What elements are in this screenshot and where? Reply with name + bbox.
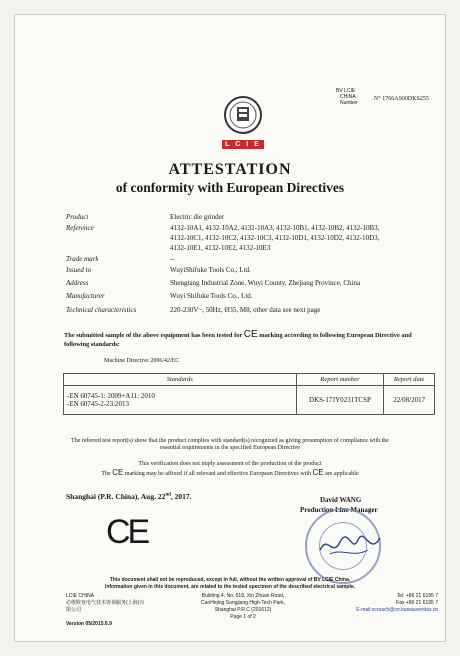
- signature-icon: [318, 528, 382, 564]
- compliance-note: The referred test report(s) show that the product complies with standard(s) recognized as giving presumption of compliance with the essential requirements in the specified European Directive: [71, 438, 389, 451]
- footer-version: Version 05/2015.6.9: [66, 621, 112, 627]
- trademark-value: --: [170, 255, 175, 263]
- footer-address: [178, 593, 308, 621]
- ce-mark-inline-icon: CE: [243, 329, 258, 340]
- technical-label: Technical characteristics: [66, 306, 137, 314]
- footer-disclaimer-1: This document shall not be reproduced, except in full, without the written approval of BV LCIE China.: [109, 577, 351, 583]
- footer-tel: Tel. +86 21 6195 7: [396, 593, 438, 599]
- ce-note-post: are applicable: [325, 471, 359, 477]
- footer-contact: [344, 593, 438, 614]
- statement-part2: marking according to following European Directive and following standards:: [64, 332, 412, 348]
- footer-company-cn-2: 限公司: [66, 607, 82, 613]
- header-report-number: Report number: [296, 374, 384, 386]
- address-label: Address: [66, 279, 89, 287]
- org-line2: CHINA: [340, 94, 356, 100]
- issued-label: Issued to: [66, 266, 92, 274]
- footer-address-line2: CaoHejing Songjiang High-Tech Park,: [201, 600, 285, 606]
- ce-mark-icon: CE: [106, 513, 148, 551]
- product-label: Product: [66, 213, 89, 221]
- footer-company-name: LCIE CHINA: [66, 593, 95, 599]
- page-subtitle: of conformity with European Directives: [115, 180, 345, 195]
- table-row: [64, 386, 435, 415]
- footer-email: E-mail:ccreach@cn.bureauveritas.co: [356, 607, 438, 613]
- ce-note-pre: The: [101, 471, 111, 477]
- verification-note: This verification does not imply assessment of the production of the product: [138, 461, 322, 467]
- place-date-text: Shanghai (P.R. China), Aug. 22: [66, 492, 166, 501]
- footer-address-line1: Building 4, No. 518, Xin Zhuan Road,: [201, 593, 285, 599]
- standard-2: -EN 60745-2-23:2013: [67, 400, 130, 408]
- ce-mark-small-icon-2: CE: [312, 468, 324, 477]
- place-date: [66, 492, 192, 501]
- reference-label: Reference: [66, 224, 94, 232]
- footer-fax: Fax +86 21 6195 7: [396, 600, 438, 606]
- standard-1: -EN 60745-1: 2009+A11: 2010: [67, 392, 155, 400]
- page-title: ATTESTATION: [168, 161, 292, 178]
- place-date-end: , 2017.: [170, 492, 192, 501]
- reference-line3: 4132-10E1, 4132-10E2, 4132-10E3: [170, 244, 271, 252]
- footer-address-line3: Shanghai P.R.C (201612): [214, 607, 272, 613]
- statement-part1: The submitted sample of the above equipment has been tested for: [64, 332, 243, 339]
- directive-name: Machine Directive 2006/42/EC: [104, 358, 180, 364]
- technical-value: 220-230V~, 50Hz, Ø35, M8, other data see next page: [170, 306, 321, 314]
- reference-line2: 4132-10C1, 4132-10C2, 4132-10C3, 4132-10D1, 4132-10D2, 4132-10D3,: [170, 234, 380, 242]
- standards-cell: [64, 386, 297, 415]
- ce-note-mid: marking may be affixed if all relevant and effective European Directives with: [124, 471, 312, 477]
- manufacturer-label: Manufacturer: [66, 292, 105, 300]
- header-report-date: Report date: [384, 374, 435, 386]
- bureau-veritas-logo-icon: [224, 96, 262, 134]
- place-date-sup: nd: [165, 492, 171, 498]
- certificate-number: N° 1766AS00DKS255: [374, 96, 429, 102]
- ce-marking-note: [70, 468, 390, 477]
- report-number-cell: DKS-17JY0231TCSP: [296, 386, 384, 415]
- ce-mark-small-icon: CE: [112, 468, 124, 477]
- footer-disclaimer-2: Information given in this document, are related to the tested specimen of the described electrical sample.: [104, 584, 356, 590]
- org-line3: Number: [340, 100, 358, 106]
- footer-page-number: Page 1 of 2: [230, 614, 256, 620]
- reference-line1: 4132-10A1, 4132-10A2, 4132-10A3, 4132-10B1, 4132-10B2, 4132-10B3,: [170, 224, 380, 232]
- org-line1: BV LCIE: [336, 88, 356, 94]
- header-standards: Standards: [64, 374, 297, 386]
- signatory-name: David WANG: [320, 496, 362, 504]
- trademark-label: Trade mark: [66, 255, 99, 263]
- table-header-row: [64, 374, 435, 386]
- address-value: Shengtang Industrial Zone, Wuyi County, Zhejiang Province, China: [170, 279, 361, 287]
- footer-company: [66, 593, 144, 614]
- issued-value: WuyiShifuke Tools Co., Ltd.: [170, 266, 251, 274]
- report-date-cell: 22/08/2017: [384, 386, 435, 415]
- lcie-logo-label: L C I E: [222, 140, 264, 149]
- signatory-title: Production Line Manager: [300, 506, 378, 514]
- test-statement: [64, 330, 414, 349]
- product-value: Electric die grinder: [170, 213, 225, 221]
- standards-table: [63, 373, 435, 415]
- manufacturer-value: Wuyi Shifuke Tools Co., Ltd.: [170, 292, 253, 300]
- org-block: [336, 88, 358, 106]
- footer-company-cn-1: 必维欧亚电气技术咨询服务(上海)有: [66, 600, 145, 606]
